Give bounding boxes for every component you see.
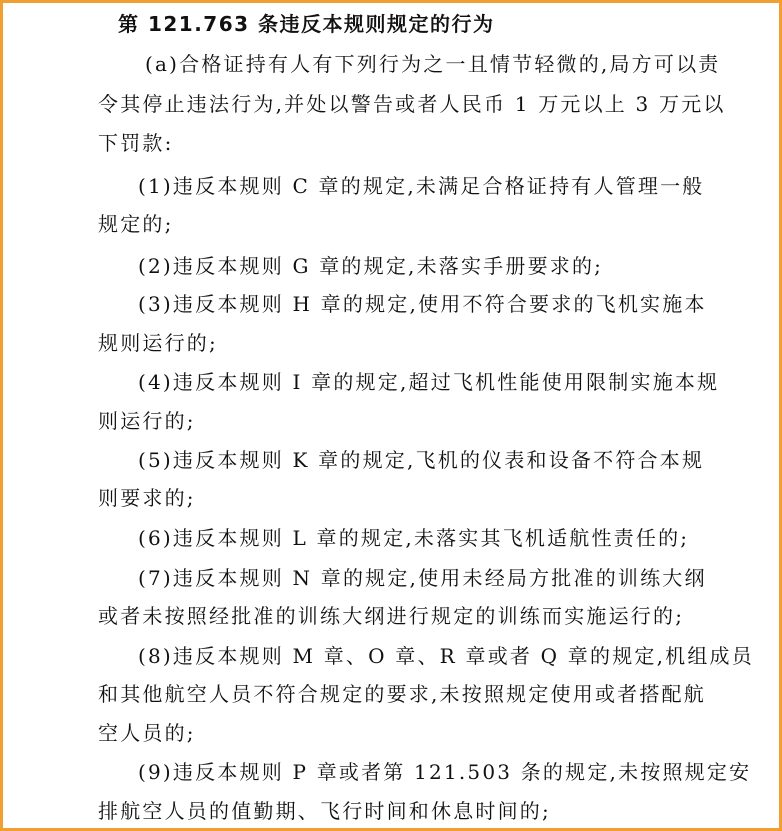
item-4-line-1: (4)违反本规则 I 章的规定,超过飞机性能使用限制实施本规 [138,370,720,394]
item-1-line-2: 规定的; [98,212,174,236]
item-7-line-1: (7)违反本规则 N 章的规定,使用未经局方批准的训练大纲 [138,566,707,590]
item-7-line-2: 或者未按照经批准的训练大纲进行规定的训练而实施运行的; [98,604,685,628]
item-3-line-1: (3)违反本规则 H 章的规定,使用不符合要求的飞机实施本 [138,292,707,316]
item-4-line-2: 则运行的; [98,409,196,433]
item-5-line-2: 则要求的; [98,486,196,510]
item-8-line-3: 空人员的; [98,721,196,745]
item-9-line-2: 排航空人员的值勤期、飞行时间和休息时间的; [98,799,551,823]
item-3-line-2: 规则运行的; [98,331,218,355]
article-heading: 第 121.763 条违反本规则规定的行为 [118,12,495,36]
item-8-line-2: 和其他航空人员不符合规定的要求,未按照规定使用或者搭配航 [98,682,706,706]
item-9-line-1: (9)违反本规则 P 章或者第 121.503 条的规定,未按照规定安 [138,760,752,784]
intro-line-1: (a)合格证持有人有下列行为之一且情节轻微的,局方可以责 [145,52,721,76]
item-5-line-1: (5)违反本规则 K 章的规定,飞机的仪表和设备不符合本规 [138,448,705,472]
item-2-line-1: (2)违反本规则 G 章的规定,未落实手册要求的; [138,254,604,278]
item-1-line-1: (1)违反本规则 C 章的规定,未满足合格证持有人管理一般 [138,174,705,198]
intro-line-3: 下罚款: [98,131,174,155]
item-8-line-1: (8)违反本规则 M 章、O 章、R 章或者 Q 章的规定,机组成员 [138,644,754,668]
item-6-line-1: (6)违反本规则 L 章的规定,未落实其飞机适航性责任的; [138,526,690,550]
intro-line-2: 令其停止违法行为,并处以警告或者人民币 1 万元以上 3 万元以 [98,92,726,116]
